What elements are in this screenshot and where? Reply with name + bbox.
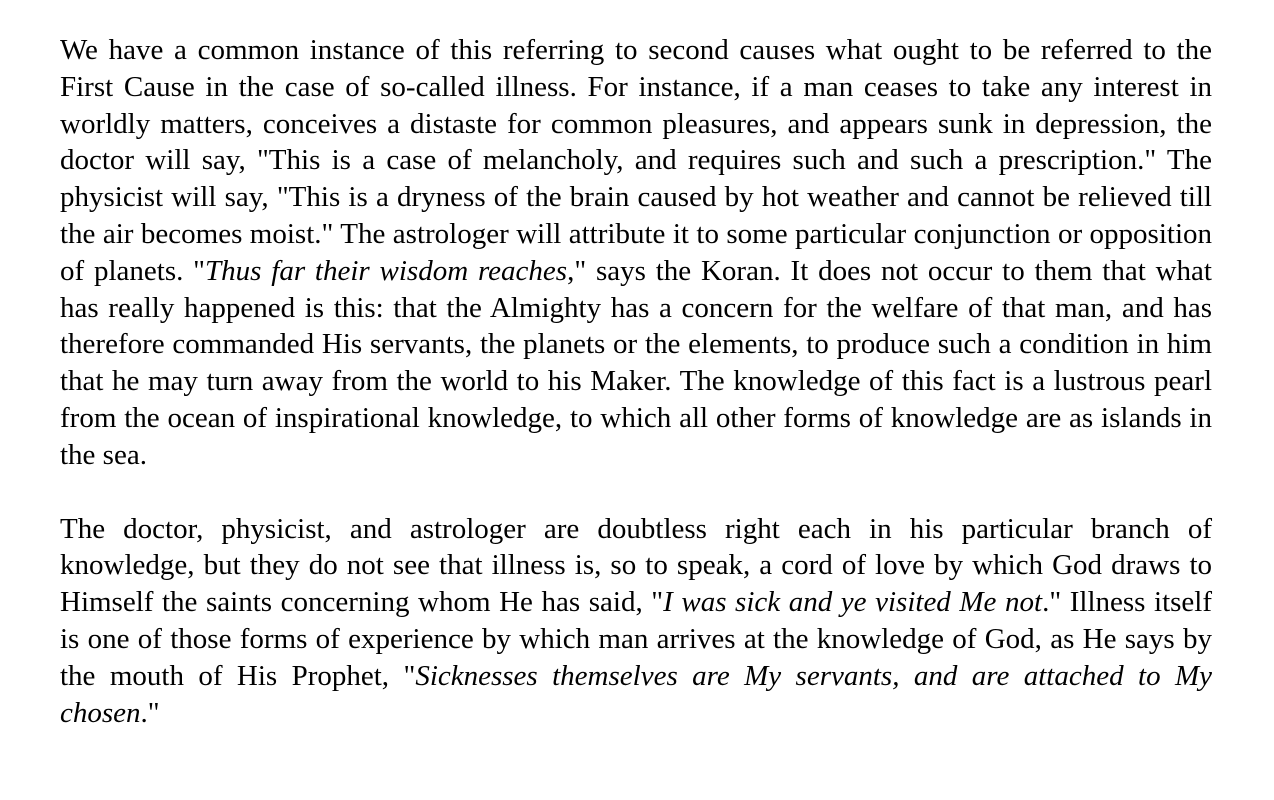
italic-quote-koran: Thus far their wisdom reaches	[205, 254, 568, 287]
paragraph-illness-cord-of-love	[60, 511, 1212, 732]
paragraph-text: ." Illness itself is one of those forms of experience by which man arrives at the knowledge of God, as He says by the mouth of His Prophet, "	[60, 586, 1212, 692]
paragraph-text: The doctor, physicist, and astrologer are doubtless right each in his particular branch of knowledge, but they do not see that illness is, so to speak, a cord of love by which God draws to Himself the saints concerning whom He has said, "	[60, 512, 1212, 619]
paragraph-illness-second-causes	[60, 32, 1212, 474]
italic-quote-sicknesses-servants: Sicknesses themselves are My servants, and are attached to My chosen	[60, 659, 1212, 729]
paragraph-text: We have a common instance of this referring to second causes what ought to be referred to the First Cause in the case of so-called illness. For instance, if a man ceases to take any interest in worldly matters, conceives a distaste for common pleasures, and appears sunk in depression, the doctor will say, "This is a case of melancholy, and requires such and such a prescription." The physicist will say, "This is a dryness of the brain caused by hot weather and cannot be relieved till the air becomes moist." The astrologer will attribute it to some particular conjunction or opposition of planets. "	[60, 34, 1212, 287]
paragraph-text: ."	[140, 696, 160, 729]
paragraph-text: ," says the Koran. It does not occur to them that what has really happened is this: that the Almighty has a concern for the welfare of that man, and has therefore commanded His servants, the planets or the elements, to produce such a condition in him that he may turn away from the world to his Maker. The knowledge of this fact is a lustrous pearl from the ocean of inspirational knowledge, to which all other forms of knowledge are as islands in the sea.	[60, 254, 1212, 471]
italic-quote-sick-visited: I was sick and ye visited Me not	[663, 586, 1043, 619]
